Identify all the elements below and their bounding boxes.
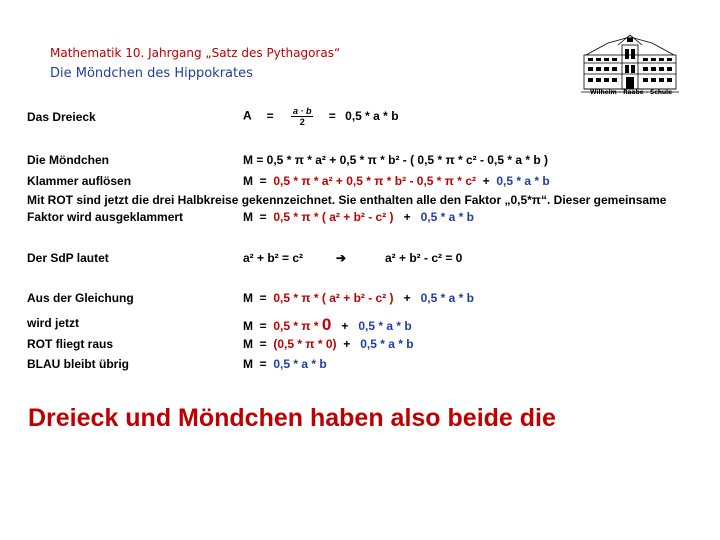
semicircle-terms: 0,5 * π * a² + 0,5 * π * b² - 0,5 * π * c² <box>273 174 476 188</box>
formula-lhs: M = <box>243 337 274 351</box>
fraction-numerator: a · b <box>292 106 312 116</box>
triangle-term: 0,5 * a * b <box>420 210 474 224</box>
formula-lhs: M = <box>243 319 274 333</box>
pythagoras-left: a² + b² = c² <box>243 251 304 265</box>
row-label: BLAU bleibt übrig <box>27 357 129 371</box>
formula-rhs: 0,5 * a * b <box>345 108 399 123</box>
factored-term: 0,5 * π * ( a² + b² - c² ) <box>273 291 394 305</box>
moon-formula: M = 0,5 * π * a² + 0,5 * π * b² - ( 0,5 * π * c² - 0,5 * a * b ) <box>243 153 548 167</box>
row-label: wird jetzt <box>27 316 80 330</box>
row-label: Die Möndchen <box>27 153 110 167</box>
formula-lhs: M = <box>243 210 274 224</box>
row-label: Das Dreieck <box>27 110 96 124</box>
row-label: Aus der Gleichung <box>27 291 134 305</box>
formula-lhs: A <box>243 108 252 123</box>
triangle-term: 0,5 * a * b <box>358 319 412 333</box>
formula-plus: + <box>475 174 497 188</box>
triangle-term: 0,5 * a * b <box>496 174 550 188</box>
formula-plus: + <box>336 337 361 351</box>
arrow-icon: ➔ <box>336 251 347 265</box>
triangle-term: 0,5 * a * b <box>420 291 474 305</box>
formula-eq-2: = <box>328 108 336 123</box>
formula-plus: + <box>331 319 359 333</box>
zero-value: 0 <box>321 315 332 334</box>
equation-formula <box>243 291 474 305</box>
formula-plus: + <box>393 291 421 305</box>
row-label: ROT fliegt raus <box>27 337 114 351</box>
row-label: Faktor wird ausgeklammert <box>27 210 184 224</box>
triangle-term: 0,5 * a * b <box>273 357 327 371</box>
zero-term: (0,5 * π * 0) <box>273 337 337 351</box>
triangle-formula <box>243 106 399 127</box>
formula-lhs: M = <box>243 357 274 371</box>
conclusion-heading: Dreieck und Möndchen haben also beide die <box>28 404 556 432</box>
removed-formula <box>243 337 414 351</box>
pythagoras-right: a² + b² - c² = 0 <box>385 251 463 265</box>
header-line-1: Mathematik 10. Jahrgang „Satz des Pythagoras“ <box>50 46 341 60</box>
triangle-term: 0,5 * a * b <box>360 337 414 351</box>
logo-caption: Wilhelm - Raabe - Schule <box>590 89 672 96</box>
factored-term: 0,5 * π * ( a² + b² - c² ) <box>273 210 394 224</box>
result-formula <box>243 357 327 371</box>
formula-lhs: M = <box>243 174 274 188</box>
factored-formula <box>243 210 474 224</box>
row-label: Der SdP lautet <box>27 251 109 265</box>
formula-plus: + <box>393 210 421 224</box>
zero-formula <box>243 315 412 335</box>
fraction <box>291 106 314 127</box>
fraction-denominator: 2 <box>299 117 305 127</box>
row-label: Klammer auflösen <box>27 174 132 188</box>
expanded-formula <box>243 174 550 188</box>
row-rot-explanation: Mit ROT sind jetzt die drei Halbkreise gekennzeichnet. Sie enthalten alle den Faktor „0,5*π“. Dieser gemeinsame <box>27 193 667 207</box>
header-line-2: Die Möndchen des Hippokrates <box>50 66 253 81</box>
pi-term: 0,5 * π * <box>273 319 322 333</box>
formula-lhs: M = <box>243 291 274 305</box>
formula-eq: = <box>266 108 274 123</box>
